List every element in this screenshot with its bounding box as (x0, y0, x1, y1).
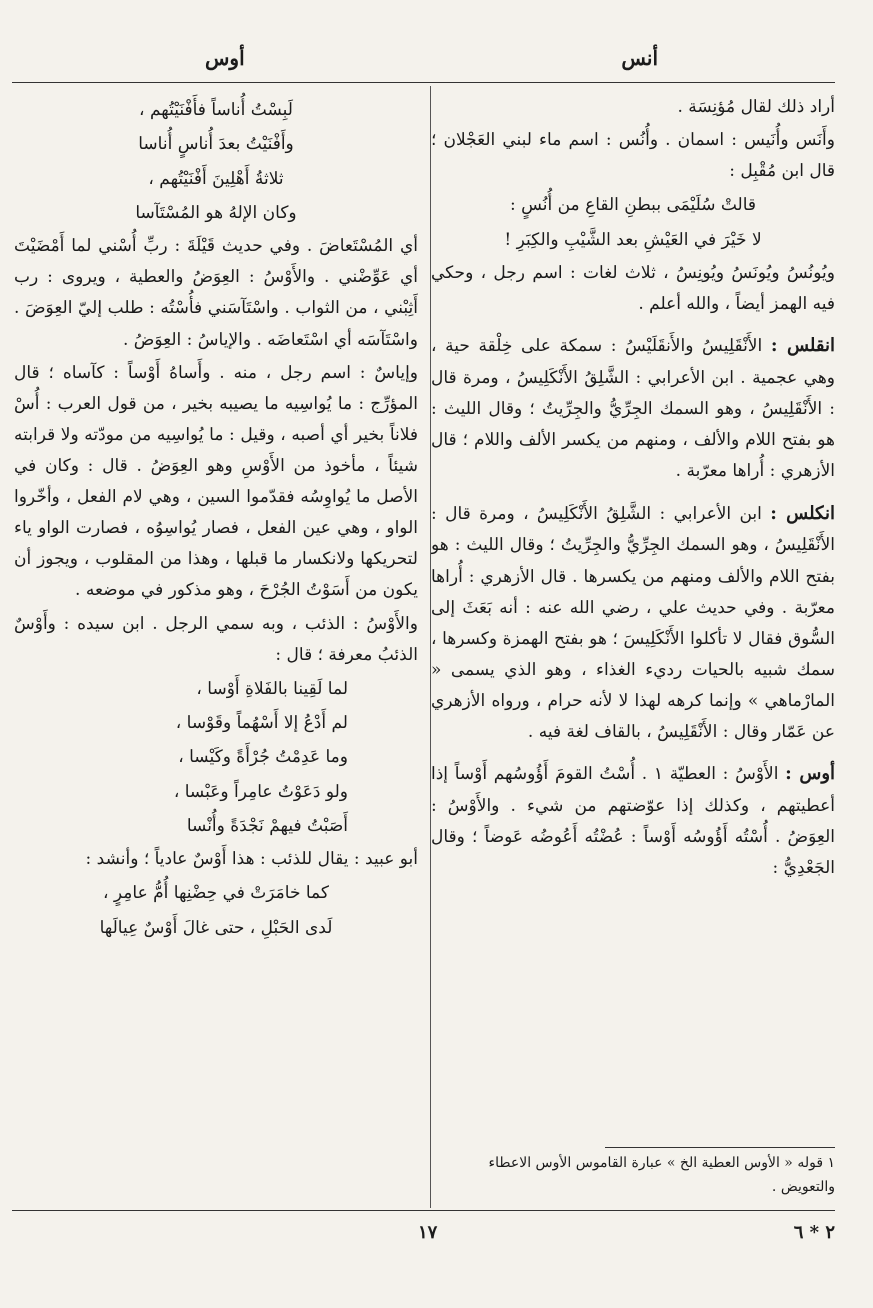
verse-line: كما خامَرَتْ في حِضْنِها أُمُّ عامِرٍ ، (103, 883, 329, 904)
entry-ankalas (431, 498, 835, 749)
signature-mark: ٢ * ٦ (793, 1222, 835, 1243)
entry-text: الأَوْسُ : العطيّة ١ . أُسْتُ القومَ أَؤُوسُهم أَوْساً إذا أعطيتهم ، وكذلك إذا عوّضتهم من شيء . والأَوْسُ : العِوَضُ . أُسْتُه أَؤُوسُه أَوْساً : عُضْتُه أَعُوضُه عَوضاً ؛ وقال الجَعْدِيُّ : (431, 764, 835, 879)
header-rule (12, 82, 835, 83)
verse-line: وكان الإلهُ هو المُسْتَآسا (135, 202, 297, 223)
paragraph: وأَنَس وأُنَيس : اسمان . وأُنُس : اسم ماء لبني العَجْلان ؛ قال ابن مُقْبِل : (431, 130, 835, 182)
verse-line: لَدى الحَبْلِ ، حتى غالَ أَوْسٌ عِيالَها (99, 917, 333, 938)
paragraph: وإياسٌ : اسم رجل ، منه . وأَساهُ أَوْساً : كآساه ؛ قال المؤرِّج : ما يُواسِيه ما يصيبه بخير ، من قول العرب : أُسْ فلاناً بخير أي أصبه ، وقيل : ما يُواسِيه من مودّته ولا قرابته شيئاً ، مأخوذ من الأَوْسِ وهو العِوَضُ . قال : وكان في الأصل ما يُواوِسُه فقدّموا السين ، وهي لام الفعل ، وأخّروا الواو ، وهي عين الفعل ، فصار يُواسِوُه ، فصارت الواو ياء لتحريكها ولانكسار ما قبلها ، وهذا من المقلوب ، ويجوز أن يكون من أَسَوْتُ الجُرْحَ ، وهو مذكور في موضعه . (14, 362, 418, 601)
verse-line: وما عَدِمْتُ جُرْأَةً وكَيْسا ، (178, 747, 348, 768)
entry-anqlas (431, 330, 835, 487)
verse-line: لا خَيْرَ في العَيْشِ بعد الشَّيْبِ والكِبَرِ ! (504, 229, 762, 250)
verse-line: أَصَبْتُ فيهمْ نَجْدَةً وأُنْسا (186, 815, 348, 836)
right-column (431, 92, 835, 1158)
verse-line: لَبِسْتُ أُناساً فأَفْنَيْتُهم ، (139, 100, 293, 120)
paragraph: ويُونُسُ ويُونَسُ ويُونِسُ ، ثلاث لغات : اسم رجل ، وحكي فيه الهمز أيضاً ، والله أعلم . (431, 262, 835, 315)
verse-line: لم أَدْعُ إلا أَسْهُماً وقَوْسا ، (175, 713, 348, 734)
header-right-word: أنس (621, 46, 658, 70)
headword-ankalas: انكلس : (770, 502, 835, 524)
paragraph: أي المُسْتَعاضَ . وفي حديث قَيْلَةَ : ربِّ أُسْني لما أَمْضَيْتَ أي عَوِّضْني . والأَوْسُ : العِوَضُ والعطية ، ويروى : رب أَثِبْني ، من الثواب . واسْتَآسَني فأُسْتُه : طلب إليّ العِوَضَ . واسْتَآسَه أي اسْتَعاضَه . والإياسُ : العِوَضُ . (14, 236, 418, 350)
entry-text: ابن الأعرابي : الشَّلِقُ الأَنْكَلِيسُ ، ومرة قال : الأَنْقَلِيسُ ، وهو السمك الجِرِّيُّ والجِرِّيتُ ؛ وقال الليث : هو بفتح اللام والألف ومنهم من يكسرها . قال الأزهري : أُراها معرّبة . وفي حديث علي ، رضي الله عنه : أنه بَعَثَ إلى السُّوق فقال لا تأكلوا الأَنْكَلِيسَ ؛ هو بفتح الهمزة وكسرها ، سمك شبيه بالحيات رديء الغذاء ، وهو الذي يسمى « المارْماهي » وإنما كرهه لهذا لا لأنه حرام ، ورواه الأزهري عن عَمّار وقال : الأَنْقَلِيسُ ، بالقاف لغة فيه . (431, 503, 835, 743)
verse-line: لما لَقِينا بالفَلاةِ أَوْسا ، (196, 678, 348, 699)
page-number: ١٧ (418, 1222, 438, 1243)
verse-line: وأَفْنَيْتُ بعدَ أُناسٍ أُناسا (138, 134, 294, 155)
footer-rule (12, 1210, 835, 1211)
entry-text: الأَنْقَلِيسُ والأَنقَلَيْسُ : سمكة على خِلْقة حية ، وهي عجمية . ابن الأعرابي : الشَّلِقُ الأَنْكَلِيسُ ، ومرة قال : الأَنْقَلِيسُ ، وهو السمك الجِرِّيُّ والجِرِّيتُ ؛ وقال الليث : هو بفتح اللام والألف ، ومنهم من يكسر الألف واللام ؛ قال الأزهري : أُراها معرّبة . (431, 336, 835, 482)
paragraph: أبو عبيد : يقال للذئب : هذا أَوْسٌ عادياً ؛ وأنشد : (85, 849, 418, 870)
verse-line: ثلاثةُ أَهْلِينَ أَفْنَيْتُهم ، (148, 168, 284, 189)
entry-aws (431, 758, 835, 884)
footnote-rule (605, 1147, 835, 1148)
verse-line: ولو دَعَوْتُ عامِراً وعَبْسا ، (173, 781, 348, 802)
footnote: ١ قوله « الأوس العطية الخ » عبارة القاموس الأوس الاعطاء والتعويض . (488, 1155, 835, 1195)
left-column (14, 92, 418, 1158)
headword-anqlas: انقلس : (770, 335, 835, 357)
headword-aws: أوس : (785, 763, 835, 785)
header-left-word: أوس (205, 46, 245, 70)
paragraph: والأَوْسُ : الذئب ، وبه سمي الرجل . ابن سيده : وأَوْسٌ الذئبُ معرفة ؛ قال : (14, 613, 418, 665)
verse-line: قالتْ سُلَيْمَى ببطنِ القاعِ من أُنُسٍ : (509, 195, 757, 216)
paragraph: أراد ذلك لقال مُؤنِسَة . (677, 97, 835, 117)
